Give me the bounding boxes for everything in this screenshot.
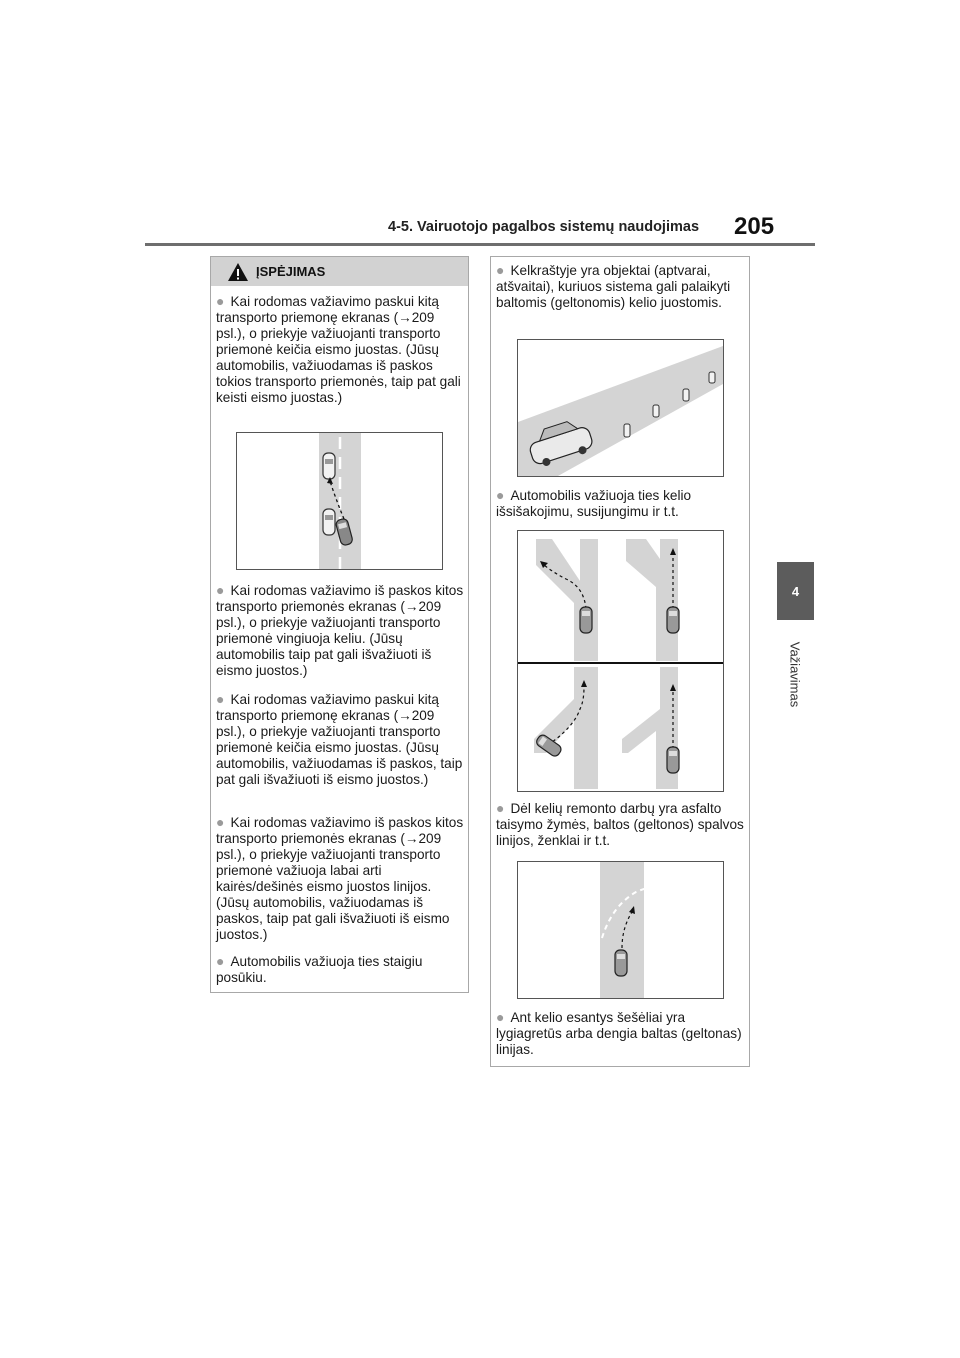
bullet-icon: ● xyxy=(496,262,505,278)
bullet-icon: ● xyxy=(496,800,505,816)
bullet-icon: ● xyxy=(216,814,225,830)
left-item-2: ● Kai rodomas važiavimo iš paskos kitos transporto priemonės ekranas (→209 psl.), o priekyje važiuojanti transporto priemonė vingiuoja keliu. (Jūsų automobilis taip pat gali išvažiuoti iš eismo juostos.) xyxy=(216,582,464,678)
section-title: 4-5. Vairuotojo pagalbos sistemų naudojimas xyxy=(388,219,700,235)
right-item-1: ● Kelkraštyje yra objektai (aptvarai, atšvaitai), kuriuos sistema gali palaikyti baltomis (geltonomis) kelio juostomis. xyxy=(496,262,731,310)
left-item-5: ● Automobilis važiuoja ties staigiu posūkiu. xyxy=(216,953,423,985)
bullet-icon: ● xyxy=(496,487,505,503)
illustration-road-repair-marks xyxy=(517,861,724,999)
chapter-number: 4 xyxy=(791,583,800,599)
bullet-icon: ● xyxy=(496,1009,505,1025)
chapter-tab[interactable] xyxy=(777,562,814,620)
warning-triangle-icon xyxy=(227,262,249,282)
car-icon xyxy=(323,453,335,479)
warning-title: ĮSPĖJIMAS xyxy=(256,264,326,279)
car-icon xyxy=(667,607,679,633)
left-item-1: ● Kai rodomas važiavimo paskui kitą transporto priemonę ekranas (→209 psl.), o priekyje važiuojanti transporto priemonė keičia eismo juostas. (Jūsų automobilis, važiuodamas iš paskos tokios transporto priemonės, taip pat gali keisti eismo juostas.) xyxy=(216,293,461,405)
bullet-icon: ● xyxy=(216,293,225,309)
illustration-lane-change xyxy=(236,432,443,570)
right-item-2: ● Automobilis važiuoja ties kelio išsišakojimu, susijungimu ir t.t. xyxy=(496,487,692,519)
car-icon xyxy=(667,747,679,773)
car-icon xyxy=(323,509,335,535)
bullet-icon: ● xyxy=(216,953,225,969)
warning-header xyxy=(211,257,468,286)
illustration-road-branches xyxy=(517,530,724,792)
page-number: 205 xyxy=(734,213,775,240)
car-icon xyxy=(580,607,592,633)
bullet-icon: ● xyxy=(216,582,225,598)
left-item-4: ● Kai rodomas važiavimo iš paskos kitos transporto priemonės ekranas (→209 psl.), o priekyje važiuojanti transporto priemonė važiuoja labai arti kairės/dešinės eismo juostos linijos. (Jūsų automobilis, važiuodamas iš paskos, taip pat gali išvažiuoti iš eismo juostos.) xyxy=(216,814,464,942)
right-item-4: ● Ant kelio esantys šešėliai yra lygiagretūs arba dengia baltas (geltonas) linijas. xyxy=(496,1009,742,1057)
right-item-3: ● Dėl kelių remonto darbų yra asfalto taisymo žymės, baltos (geltonos) spalvos linijos, ženklai ir t.t. xyxy=(496,800,744,848)
bullet-icon: ● xyxy=(216,691,225,707)
header-rule xyxy=(145,243,815,246)
left-item-3: ● Kai rodomas važiavimo paskui kitą transporto priemonę ekranas (→209 psl.), o priekyje važiuojanti transporto priemonė keičia eismo juostas. (Jūsų automobilis, važiuodamas iš paskos, taip pat gali išvažiuoti iš eismo juostos.) xyxy=(216,691,463,787)
chapter-label: Važiavimas xyxy=(787,641,803,707)
car-icon xyxy=(615,950,627,976)
illustration-roadside-objects xyxy=(517,339,724,477)
